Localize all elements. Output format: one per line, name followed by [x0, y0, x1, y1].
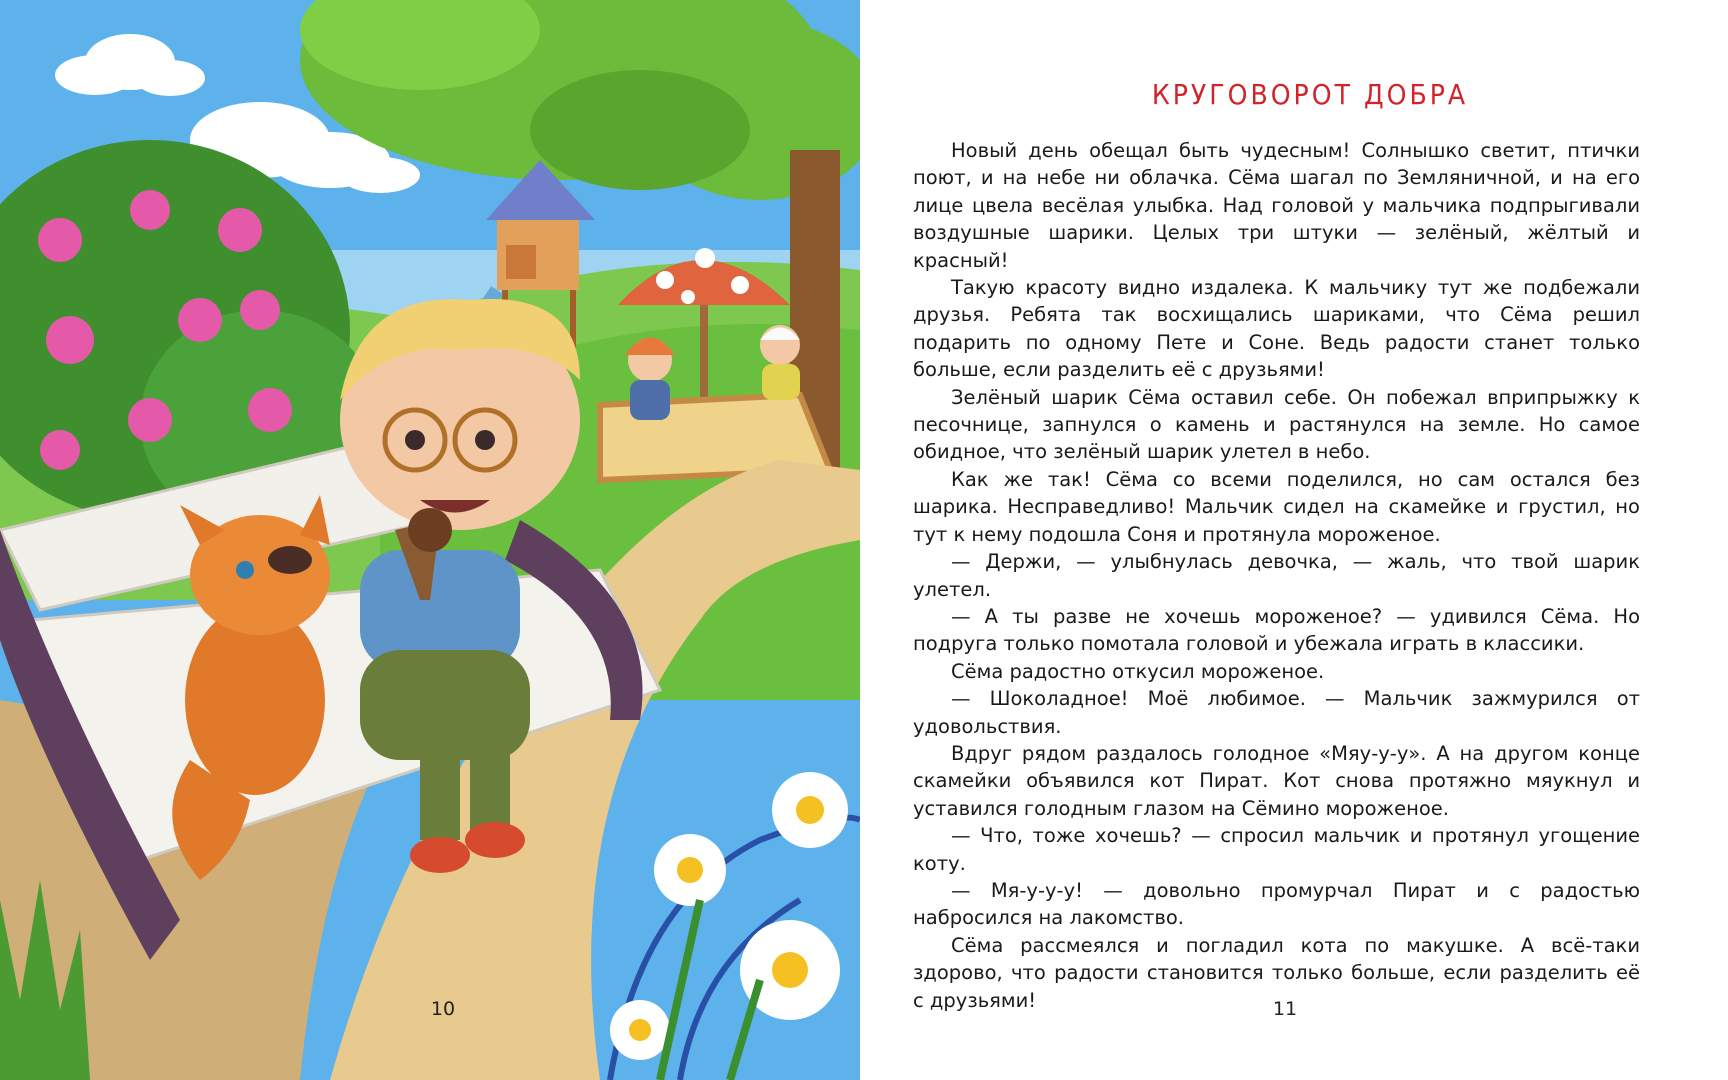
paragraph: — Держи, — улыбнулась девочка, — жаль, что твой шарик улетел.: [913, 550, 1640, 601]
page-number-left: 10: [430, 998, 456, 1020]
story-body: [913, 137, 1640, 1014]
paragraph: Сёма рассмеялся и погладил кота по макушке. А всё-таки здорово, что радости становится только больше, если разделить её с друзьями!: [913, 933, 1640, 1012]
paragraph: — Что, тоже хочешь? — спросил мальчик и протянул угощение коту.: [913, 824, 1640, 875]
paragraph: Новый день обещал быть чудесным! Солнышко светит, птички поют, и на небе ни облачка. Сёма шагал по Земляничной, и на его лице цвела весёлая улыбка. Над головой у мальчика подпрыгивали воздушные шарики. Целых три штуки — зелёный, жёлтый и красный!: [913, 139, 1640, 272]
paragraph: Вдруг рядом раздалось голодное «Мяу-у-у». А на другом конце скамейки объявился кот Пират. Кот снова протяжно мяукнул и уставился голодным глазом на Сёмино мороженое.: [913, 741, 1640, 820]
paragraph: Зелёный шарик Сёма оставил себе. Он побежал вприпрыжку к песочнице, запнулся о камень и растянулся на земле. Но самое обидное, что зелёный шарик улетел в небо.: [913, 385, 1640, 464]
story-illustration: [0, 0, 860, 1080]
paragraph: — А ты разве не хочешь мороженое? — удивился Сёма. Но подруга только помотала головой и убежала играть в классики.: [913, 604, 1640, 656]
text-page: [900, 0, 1720, 1080]
paragraph: — Мя-у-у-у! — довольно промурчал Пират и с радостью набросился на лакомство.: [913, 878, 1640, 930]
paragraph: Как же так! Сёма со всеми поделился, но сам остался без шарика. Несправедливо! Мальчик сидел на скамейке и грустил, но тут к нему подошла Соня и протянула мороженое.: [913, 467, 1640, 546]
paragraph: — Шоколадное! Моё любимое. — Мальчик зажмурился от удовольствия.: [913, 687, 1640, 738]
paragraph: Такую красоту видно издалека. К мальчику тут же подбежали друзья. Ребята так восхищались шариками, что Сёма решил подарить по одному Пете и Соне. Ведь радости станет только больше, если разделить её с друзьями!: [913, 276, 1640, 382]
paragraph: Сёма радостно откусил мороженое.: [951, 659, 1325, 683]
story-title: КРУГОВОРОТ ДОБРА: [1151, 78, 1469, 111]
page-number-right: 11: [1272, 998, 1298, 1020]
